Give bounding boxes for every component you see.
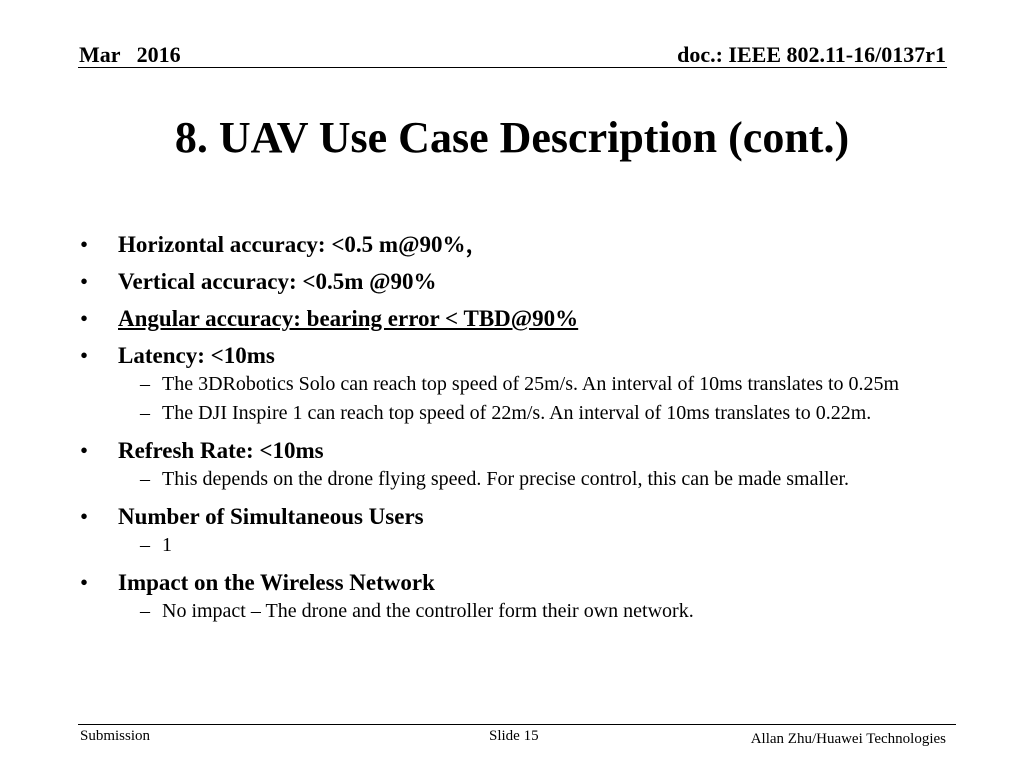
dash-icon: – <box>140 534 150 556</box>
bullet-icon: • <box>80 570 89 595</box>
bullet-latency <box>80 337 960 374</box>
dash-icon: – <box>140 373 150 395</box>
bullet-icon: • <box>80 306 89 331</box>
sub-item-text: This depends on the drone flying speed. For precise control, this can be made smaller. <box>162 468 850 490</box>
sub-item-impact-note <box>80 598 960 624</box>
slide-content <box>80 226 960 630</box>
sub-item-text: 1 <box>162 534 172 556</box>
bullet-wireless-impact <box>80 564 960 601</box>
footer-slide-number: Slide 15 <box>489 728 539 744</box>
sub-item-text: No impact – The drone and the controller form their own network. <box>162 600 694 622</box>
bullet-vertical-accuracy <box>80 263 960 300</box>
bullet-icon: • <box>80 343 89 368</box>
dash-icon: – <box>140 600 150 622</box>
header-date: Mar 2016 <box>79 42 181 67</box>
bullet-simultaneous-users <box>80 498 960 535</box>
dash-icon: – <box>140 402 150 424</box>
header-rule <box>78 67 947 68</box>
bullet-icon: • <box>80 438 89 463</box>
bullet-label: Impact on the Wireless Network <box>118 570 435 595</box>
header-doc-id: doc.: IEEE 802.11-16/0137r1 <box>677 42 946 67</box>
slide-title: 8. UAV Use Case Description (cont.) <box>174 113 850 162</box>
dash-icon: – <box>140 468 150 490</box>
bullet-horizontal-accuracy <box>80 226 960 263</box>
sub-item-refresh-note <box>80 466 960 492</box>
bullet-label: Latency: <10ms <box>118 343 275 368</box>
bullet-icon: • <box>80 269 89 294</box>
footer-rule <box>78 724 956 725</box>
bullet-label: Angular accuracy: bearing error < TBD@90% <box>118 306 579 331</box>
bullet-icon: • <box>80 504 89 529</box>
bullet-angular-accuracy <box>80 300 960 337</box>
bullet-icon: • <box>80 232 89 257</box>
sub-item-users-count <box>80 532 960 558</box>
bullet-label: Number of Simultaneous Users <box>118 504 424 529</box>
sub-item-inspire-speed <box>80 400 960 426</box>
footer-submission: Submission <box>80 728 151 744</box>
sub-item-text: The 3DRobotics Solo can reach top speed of 25m/s. An interval of 10ms translates to 0.25m <box>162 373 900 395</box>
bullet-label: Vertical accuracy: <0.5m @90% <box>118 269 437 294</box>
sub-item-solo-speed <box>80 371 960 397</box>
bullet-label: Horizontal accuracy: <0.5 m@90%， <box>118 232 489 257</box>
bullet-label: Refresh Rate: <10ms <box>118 438 324 463</box>
sub-item-text: The DJI Inspire 1 can reach top speed of 22m/s. An interval of 10ms translates to 0.22m. <box>162 402 872 424</box>
bullet-refresh-rate <box>80 432 960 469</box>
footer-author: Allan Zhu/Huawei Technologies <box>750 731 946 747</box>
